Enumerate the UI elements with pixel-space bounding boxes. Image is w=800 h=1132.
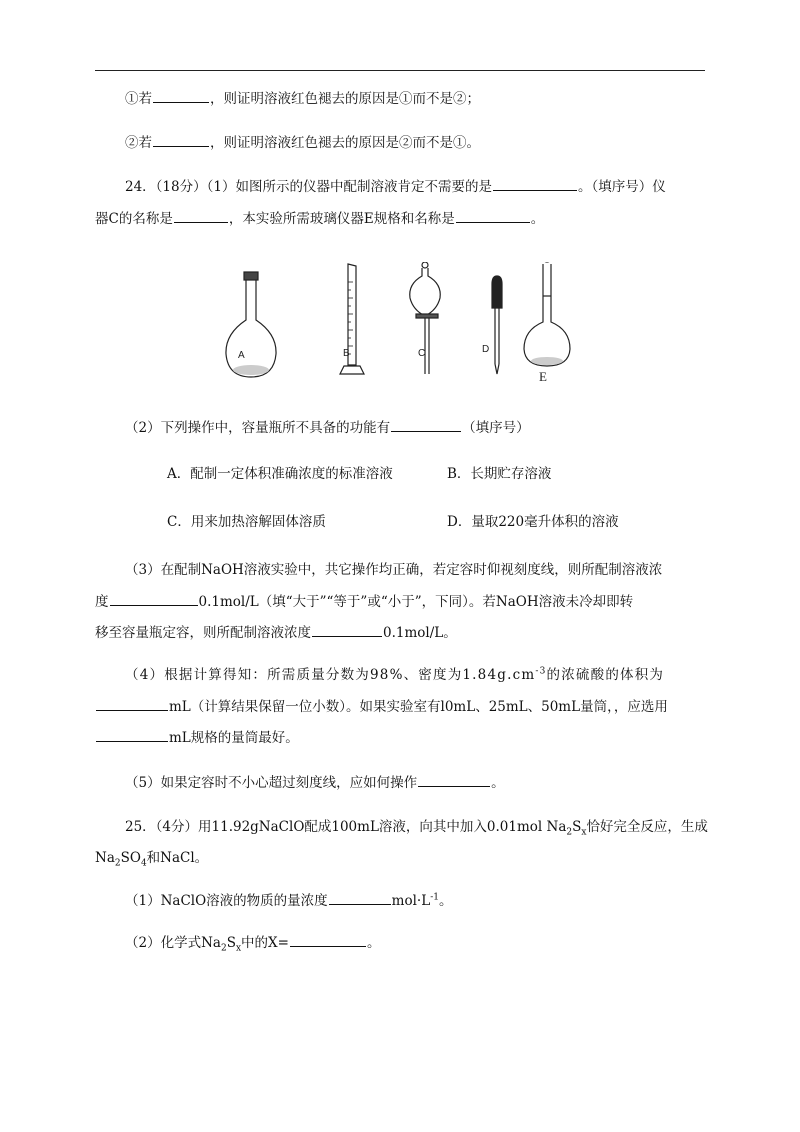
text: SO [120, 850, 141, 866]
answer-blank [290, 932, 366, 947]
q24-line-1 [125, 176, 666, 197]
text: （填序号） [462, 420, 530, 436]
text: 移至容量瓶定容，则所配制溶液浓度 [95, 625, 311, 641]
answer-blank [312, 622, 382, 637]
label-b: B [343, 348, 350, 359]
text: mL规格的量筒最好。 [169, 730, 299, 746]
line-2 [125, 132, 480, 153]
subscript: 2 [220, 943, 227, 954]
text: 0.1mol/L。 [383, 625, 457, 641]
text: 和NaCl。 [146, 850, 209, 866]
answer-blank [329, 890, 391, 905]
superscript: -1 [430, 892, 439, 903]
text: ，则证明溶液红色褪去的原因是①而不是②； [210, 91, 480, 107]
answer-blank [391, 417, 461, 432]
q25-2 [125, 932, 380, 953]
answer-blank [96, 696, 168, 711]
text: 24．（18分）（1）如图所示的仪器中配制溶液肯定不需要的是 [125, 179, 492, 195]
answer-blank [456, 208, 530, 223]
option-a: A．配制一定体积准确浓度的标准溶液 [167, 466, 393, 482]
text: 中的X= [241, 935, 289, 951]
header-rule [95, 70, 705, 71]
text: ①若 [125, 91, 152, 107]
answer-blank [418, 772, 490, 787]
q25-line-1 [125, 817, 708, 837]
text: 。 [530, 211, 545, 227]
line-1 [125, 88, 480, 109]
text: （1）NaClO溶液的物质的量浓度 [125, 893, 328, 909]
subscript: 2 [566, 827, 573, 838]
q24-4-line-2 [95, 696, 668, 717]
answer-blank [96, 727, 168, 742]
subscript: 2 [114, 858, 121, 869]
q24-2 [125, 417, 530, 438]
text: mol·L [391, 893, 431, 909]
option-b: B．长期贮存溶液 [447, 466, 552, 482]
text: （2）化学式Na [125, 935, 221, 951]
text: 25．（4分）用11.92gNaClO配成100mL溶液，向其中加入0.01mol Na [125, 819, 567, 835]
answer-blank [153, 132, 209, 147]
answer-blank [493, 176, 577, 191]
text: 的浓硫酸的体积为 [546, 667, 665, 683]
dropper-icon [492, 276, 502, 374]
text: 恰好完全反应，生成 [586, 819, 708, 835]
label-a: A [238, 350, 245, 361]
text: ，则证明溶液红色褪去的原因是②而不是①。 [210, 135, 480, 151]
text: 0.1mol/L（填“大于”“等于”或“小于”，下同）。若NaOH溶液未冷却即转 [198, 594, 634, 610]
flask-a-icon [226, 272, 276, 377]
text: （2）下列操作中，容量瓶所不具备的功能有 [125, 420, 391, 436]
text: mL（计算结果保留一位小数）。如果实验室有l0mL、25mL、50mL量筒，，应选用 [169, 699, 668, 715]
text: （3）在配制NaOH溶液实验中，共它操作均正确，若定容时仰视刻度线，则所配制溶液浓 [125, 562, 663, 578]
label-d: D [482, 344, 490, 355]
text: 器C的名称是 [95, 211, 173, 227]
label-c: C [418, 348, 426, 359]
answer-blank [110, 591, 198, 606]
text: S [572, 819, 582, 835]
q25-1 [125, 890, 452, 911]
subscript: 4 [140, 858, 147, 869]
text: （5）如果定容时不小心超过刻度线，应如何操作 [125, 775, 418, 791]
text: ②若 [125, 135, 152, 151]
superscript: -3 [535, 666, 547, 677]
q24-3-line-3 [95, 622, 457, 643]
text: S [226, 935, 236, 951]
q24-5 [125, 772, 505, 793]
option-c: C．用来加热溶解固体溶质 [167, 514, 326, 530]
q24-line-2 [95, 208, 544, 229]
text: 。 [491, 775, 505, 791]
q24-3-line-1 [125, 560, 662, 580]
text: 。（填序号）仪 [577, 179, 666, 195]
text: ，本实验所需玻璃仪器E规格和名称是 [228, 211, 455, 227]
text: 度 [95, 594, 109, 610]
subscript: x [581, 827, 587, 838]
text: 。 [366, 935, 381, 951]
q24-3-line-2 [95, 591, 633, 612]
q24-4-line-3 [95, 727, 299, 748]
option-d: D．量取220毫升体积的溶液 [447, 514, 619, 530]
subscript: x [235, 943, 242, 954]
answer-blank [174, 208, 228, 223]
glassware-figure [220, 262, 600, 387]
label-e: E [539, 369, 547, 384]
answer-blank [153, 88, 209, 103]
text: Na [95, 850, 115, 866]
volumetric-flask-icon [524, 262, 570, 366]
q25-line-2 [95, 848, 208, 868]
text: （4）根据计算得知：所需质量分数为98%、密度为1.84g.cm [125, 667, 536, 683]
q24-4-line-1 [125, 665, 664, 685]
text: 。 [438, 893, 453, 909]
